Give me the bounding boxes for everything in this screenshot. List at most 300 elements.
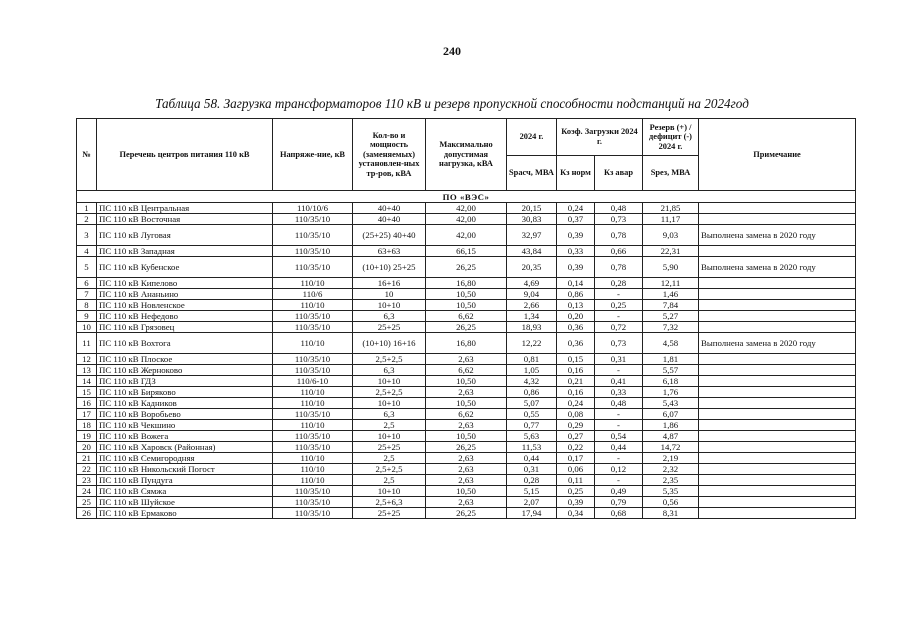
- table-row: [77, 398, 856, 409]
- table-row: [77, 311, 856, 322]
- transformers-cell: 6,3: [353, 365, 426, 376]
- center-name: ПС 110 кВ Центральная: [97, 203, 273, 214]
- transformers-cell: 2,5+6,3: [353, 497, 426, 508]
- voltage-cell: 110/35/10: [273, 257, 353, 278]
- transformers-cell: 25+25: [353, 508, 426, 519]
- transformers-cell: 2,5: [353, 420, 426, 431]
- row-number: 15: [77, 387, 97, 398]
- s-calc-cell: 2,66: [507, 300, 557, 311]
- row-number: 16: [77, 398, 97, 409]
- table-row: [77, 225, 856, 246]
- s-rez-cell: 2,32: [643, 464, 699, 475]
- kz-avar-cell: 0,78: [595, 257, 643, 278]
- row-number: 2: [77, 214, 97, 225]
- center-name: ПС 110 кВ Новленское: [97, 300, 273, 311]
- s-calc-cell: 4,69: [507, 278, 557, 289]
- center-name: ПС 110 кВ Никольский Погост: [97, 464, 273, 475]
- note-cell: [699, 214, 856, 225]
- max-load-cell: 26,25: [426, 442, 507, 453]
- transformers-cell: 10+10: [353, 486, 426, 497]
- header-max-load: Максимально допустимая нагрузка, кВА: [426, 119, 507, 191]
- center-name: ПС 110 кВ Кубенское: [97, 257, 273, 278]
- voltage-cell: 110/6: [273, 289, 353, 300]
- kz-norm-cell: 0,37: [557, 214, 595, 225]
- row-number: 19: [77, 431, 97, 442]
- row-number: 4: [77, 246, 97, 257]
- transformers-cell: 2,5+2,5: [353, 354, 426, 365]
- table-row: [77, 431, 856, 442]
- note-cell: [699, 431, 856, 442]
- table-row: [77, 300, 856, 311]
- transformers-cell: 10+10: [353, 398, 426, 409]
- voltage-cell: 110/10: [273, 475, 353, 486]
- kz-norm-cell: 0,24: [557, 203, 595, 214]
- voltage-cell: 110/35/10: [273, 486, 353, 497]
- transformers-cell: 2,5: [353, 453, 426, 464]
- center-name: ПС 110 кВ Шуйское: [97, 497, 273, 508]
- max-load-cell: 26,25: [426, 257, 507, 278]
- s-rez-cell: 6,07: [643, 409, 699, 420]
- max-load-cell: 42,00: [426, 203, 507, 214]
- transformers-cell: 16+16: [353, 278, 426, 289]
- kz-norm-cell: 0,39: [557, 257, 595, 278]
- s-rez-cell: 5,90: [643, 257, 699, 278]
- max-load-cell: 10,50: [426, 300, 507, 311]
- kz-avar-cell: 0,79: [595, 497, 643, 508]
- center-name: ПС 110 кВ ГДЗ: [97, 376, 273, 387]
- transformers-cell: 2,5+2,5: [353, 464, 426, 475]
- s-calc-cell: 30,83: [507, 214, 557, 225]
- voltage-cell: 110/10: [273, 387, 353, 398]
- s-rez-cell: 7,32: [643, 322, 699, 333]
- s-rez-cell: 5,27: [643, 311, 699, 322]
- kz-avar-cell: 0,33: [595, 387, 643, 398]
- voltage-cell: 110/35/10: [273, 409, 353, 420]
- header-s-rez: Sрез, МВА: [643, 156, 699, 191]
- voltage-cell: 110/10: [273, 333, 353, 354]
- max-load-cell: 10,50: [426, 376, 507, 387]
- kz-avar-cell: 0,73: [595, 333, 643, 354]
- note-cell: [699, 453, 856, 464]
- kz-norm-cell: 0,36: [557, 322, 595, 333]
- max-load-cell: 2,63: [426, 453, 507, 464]
- center-name: ПС 110 кВ Кадников: [97, 398, 273, 409]
- max-load-cell: 26,25: [426, 322, 507, 333]
- note-cell: Выполнена замена в 2020 году: [699, 333, 856, 354]
- kz-avar-cell: -: [595, 475, 643, 486]
- kz-norm-cell: 0,39: [557, 497, 595, 508]
- s-rez-cell: 1,46: [643, 289, 699, 300]
- note-cell: [699, 300, 856, 311]
- voltage-cell: 110/10: [273, 420, 353, 431]
- table-row: [77, 442, 856, 453]
- table-title: Таблица 58. Загрузка трансформаторов 110 кВ и резерв пропускной способности подстанций на 2024год: [155, 96, 749, 111]
- center-name: ПС 110 кВ Пундуга: [97, 475, 273, 486]
- table-row: [77, 289, 856, 300]
- row-number: 7: [77, 289, 97, 300]
- center-name: ПС 110 кВ Вохтога: [97, 333, 273, 354]
- transformers-cell: 6,3: [353, 409, 426, 420]
- row-number: 23: [77, 475, 97, 486]
- row-number: 18: [77, 420, 97, 431]
- table-row: [77, 333, 856, 354]
- s-calc-cell: 43,84: [507, 246, 557, 257]
- s-rez-cell: 5,35: [643, 486, 699, 497]
- kz-norm-cell: 0,15: [557, 354, 595, 365]
- row-number: 17: [77, 409, 97, 420]
- kz-norm-cell: 0,21: [557, 376, 595, 387]
- kz-avar-cell: 0,12: [595, 464, 643, 475]
- kz-avar-cell: 0,44: [595, 442, 643, 453]
- note-cell: [699, 420, 856, 431]
- table-row: [77, 203, 856, 214]
- kz-avar-cell: 0,72: [595, 322, 643, 333]
- max-load-cell: 2,63: [426, 387, 507, 398]
- header-voltage: Напряже-ние, кВ: [273, 119, 353, 191]
- row-number: 20: [77, 442, 97, 453]
- note-cell: [699, 486, 856, 497]
- s-rez-cell: 11,17: [643, 214, 699, 225]
- s-rez-cell: 4,87: [643, 431, 699, 442]
- transformers-cell: (25+25) 40+40: [353, 225, 426, 246]
- voltage-cell: 110/10: [273, 278, 353, 289]
- table-row: [77, 497, 856, 508]
- header-load-coef: Коэф. Загрузки 2024 г.: [557, 119, 643, 156]
- transformers-cell: 10: [353, 289, 426, 300]
- max-load-cell: 10,50: [426, 398, 507, 409]
- kz-avar-cell: 0,25: [595, 300, 643, 311]
- kz-avar-cell: -: [595, 311, 643, 322]
- max-load-cell: 6,62: [426, 365, 507, 376]
- s-rez-cell: 2,35: [643, 475, 699, 486]
- transformers-cell: 2,5: [353, 475, 426, 486]
- table-row: [77, 257, 856, 278]
- kz-avar-cell: 0,68: [595, 508, 643, 519]
- transformers-cell: 25+25: [353, 442, 426, 453]
- s-calc-cell: 5,63: [507, 431, 557, 442]
- center-name: ПС 110 кВ Чекшино: [97, 420, 273, 431]
- s-rez-cell: 0,56: [643, 497, 699, 508]
- s-rez-cell: 5,57: [643, 365, 699, 376]
- voltage-cell: 110/6-10: [273, 376, 353, 387]
- transformers-cell: (10+10) 16+16: [353, 333, 426, 354]
- row-number: 21: [77, 453, 97, 464]
- s-calc-cell: 1,05: [507, 365, 557, 376]
- s-rez-cell: 12,11: [643, 278, 699, 289]
- kz-norm-cell: 0,06: [557, 464, 595, 475]
- center-name: ПС 110 кВ Харовск (Районная): [97, 442, 273, 453]
- kz-avar-cell: 0,49: [595, 486, 643, 497]
- table-row: [77, 365, 856, 376]
- row-number: 25: [77, 497, 97, 508]
- s-calc-cell: 0,86: [507, 387, 557, 398]
- note-cell: [699, 442, 856, 453]
- note-cell: [699, 289, 856, 300]
- table-row: [77, 322, 856, 333]
- s-calc-cell: 0,55: [507, 409, 557, 420]
- s-rez-cell: 2,19: [643, 453, 699, 464]
- center-name: ПС 110 кВ Ермаково: [97, 508, 273, 519]
- voltage-cell: 110/10/6: [273, 203, 353, 214]
- header-note: Примечание: [699, 119, 856, 191]
- voltage-cell: 110/10: [273, 398, 353, 409]
- s-rez-cell: 9,03: [643, 225, 699, 246]
- voltage-cell: 110/35/10: [273, 442, 353, 453]
- center-name: ПС 110 кВ Нефедово: [97, 311, 273, 322]
- header-number: №: [77, 119, 97, 191]
- voltage-cell: 110/35/10: [273, 431, 353, 442]
- table-row: [77, 508, 856, 519]
- note-cell: [699, 398, 856, 409]
- section-title: ПО «ВЭС»: [77, 191, 856, 203]
- s-calc-cell: 9,04: [507, 289, 557, 300]
- s-calc-cell: 18,93: [507, 322, 557, 333]
- s-rez-cell: 6,18: [643, 376, 699, 387]
- table-row: [77, 464, 856, 475]
- table-row: [77, 214, 856, 225]
- note-cell: [699, 376, 856, 387]
- voltage-cell: 110/35/10: [273, 246, 353, 257]
- voltage-cell: 110/35/10: [273, 365, 353, 376]
- s-calc-cell: 4,32: [507, 376, 557, 387]
- note-cell: [699, 311, 856, 322]
- center-name: ПС 110 кВ Жерноково: [97, 365, 273, 376]
- transformers-cell: 63+63: [353, 246, 426, 257]
- transformers-cell: 6,3: [353, 311, 426, 322]
- s-calc-cell: 2,07: [507, 497, 557, 508]
- row-number: 1: [77, 203, 97, 214]
- s-calc-cell: 17,94: [507, 508, 557, 519]
- s-rez-cell: 21,85: [643, 203, 699, 214]
- transformers-cell: 40+40: [353, 214, 426, 225]
- substation-load-table: [76, 118, 856, 519]
- header-reserve: Резерв (+) / дефицит (-) 2024 г.: [643, 119, 699, 156]
- s-rez-cell: 8,31: [643, 508, 699, 519]
- row-number: 22: [77, 464, 97, 475]
- center-name: ПС 110 кВ Ананьино: [97, 289, 273, 300]
- header-s-calc: Sрасч, МВА: [507, 156, 557, 191]
- transformers-cell: (10+10) 25+25: [353, 257, 426, 278]
- note-cell: [699, 365, 856, 376]
- kz-avar-cell: 0,48: [595, 398, 643, 409]
- kz-avar-cell: 0,73: [595, 214, 643, 225]
- s-calc-cell: 20,35: [507, 257, 557, 278]
- max-load-cell: 26,25: [426, 508, 507, 519]
- row-number: 3: [77, 225, 97, 246]
- note-cell: [699, 322, 856, 333]
- center-name: ПС 110 кВ Грязовец: [97, 322, 273, 333]
- kz-avar-cell: -: [595, 420, 643, 431]
- s-calc-cell: 5,15: [507, 486, 557, 497]
- note-cell: Выполнена замена в 2020 году: [699, 257, 856, 278]
- voltage-cell: 110/35/10: [273, 322, 353, 333]
- max-load-cell: 2,63: [426, 420, 507, 431]
- s-rez-cell: 5,43: [643, 398, 699, 409]
- s-calc-cell: 0,44: [507, 453, 557, 464]
- kz-norm-cell: 0,13: [557, 300, 595, 311]
- kz-norm-cell: 0,33: [557, 246, 595, 257]
- kz-norm-cell: 0,22: [557, 442, 595, 453]
- kz-avar-cell: 0,41: [595, 376, 643, 387]
- s-rez-cell: 1,76: [643, 387, 699, 398]
- table-row: [77, 278, 856, 289]
- s-rez-cell: 14,72: [643, 442, 699, 453]
- transformers-cell: 2,5+2,5: [353, 387, 426, 398]
- kz-avar-cell: -: [595, 289, 643, 300]
- note-cell: [699, 246, 856, 257]
- s-calc-cell: 0,81: [507, 354, 557, 365]
- note-cell: [699, 497, 856, 508]
- center-name: ПС 110 кВ Воробьево: [97, 409, 273, 420]
- kz-avar-cell: 0,31: [595, 354, 643, 365]
- table-row: [77, 246, 856, 257]
- kz-norm-cell: 0,24: [557, 398, 595, 409]
- note-cell: [699, 464, 856, 475]
- kz-norm-cell: 0,25: [557, 486, 595, 497]
- kz-norm-cell: 0,29: [557, 420, 595, 431]
- center-name: ПС 110 кВ Вожега: [97, 431, 273, 442]
- s-calc-cell: 32,97: [507, 225, 557, 246]
- table-row: [77, 354, 856, 365]
- table-row: [77, 453, 856, 464]
- voltage-cell: 110/10: [273, 300, 353, 311]
- kz-norm-cell: 0,16: [557, 387, 595, 398]
- s-rez-cell: 22,31: [643, 246, 699, 257]
- header-transformers: Кол-во и мощность (заменяемых) установлен-ных тр-ров, кВА: [353, 119, 426, 191]
- voltage-cell: 110/35/10: [273, 311, 353, 322]
- row-number: 14: [77, 376, 97, 387]
- max-load-cell: 2,63: [426, 354, 507, 365]
- kz-norm-cell: 0,39: [557, 225, 595, 246]
- row-number: 11: [77, 333, 97, 354]
- kz-norm-cell: 0,20: [557, 311, 595, 322]
- center-name: ПС 110 кВ Биряково: [97, 387, 273, 398]
- note-cell: [699, 278, 856, 289]
- voltage-cell: 110/35/10: [273, 508, 353, 519]
- row-number: 6: [77, 278, 97, 289]
- kz-norm-cell: 0,16: [557, 365, 595, 376]
- note-cell: [699, 203, 856, 214]
- s-rez-cell: 1,86: [643, 420, 699, 431]
- s-rez-cell: 4,58: [643, 333, 699, 354]
- max-load-cell: 6,62: [426, 311, 507, 322]
- s-calc-cell: 12,22: [507, 333, 557, 354]
- row-number: 9: [77, 311, 97, 322]
- kz-avar-cell: -: [595, 453, 643, 464]
- note-cell: [699, 409, 856, 420]
- kz-avar-cell: 0,54: [595, 431, 643, 442]
- note-cell: [699, 508, 856, 519]
- max-load-cell: 42,00: [426, 214, 507, 225]
- s-calc-cell: 1,34: [507, 311, 557, 322]
- note-cell: Выполнена замена в 2020 году: [699, 225, 856, 246]
- note-cell: [699, 387, 856, 398]
- kz-norm-cell: 0,36: [557, 333, 595, 354]
- center-name: ПС 110 кВ Сямжа: [97, 486, 273, 497]
- row-number: 10: [77, 322, 97, 333]
- center-name: ПС 110 кВ Плоское: [97, 354, 273, 365]
- s-calc-cell: 20,15: [507, 203, 557, 214]
- table-row: [77, 376, 856, 387]
- note-cell: [699, 354, 856, 365]
- max-load-cell: 16,80: [426, 278, 507, 289]
- kz-avar-cell: -: [595, 409, 643, 420]
- max-load-cell: 2,63: [426, 464, 507, 475]
- note-cell: [699, 475, 856, 486]
- center-name: ПС 110 кВ Восточная: [97, 214, 273, 225]
- table-row: [77, 475, 856, 486]
- row-number: 12: [77, 354, 97, 365]
- page-number: 240: [443, 44, 461, 58]
- transformers-cell: 10+10: [353, 300, 426, 311]
- voltage-cell: 110/35/10: [273, 225, 353, 246]
- center-name: ПС 110 кВ Луговая: [97, 225, 273, 246]
- center-name: ПС 110 кВ Западная: [97, 246, 273, 257]
- transformers-cell: 40+40: [353, 203, 426, 214]
- kz-norm-cell: 0,17: [557, 453, 595, 464]
- max-load-cell: 10,50: [426, 431, 507, 442]
- voltage-cell: 110/35/10: [273, 354, 353, 365]
- center-name: ПС 110 кВ Семигородняя: [97, 453, 273, 464]
- max-load-cell: 2,63: [426, 497, 507, 508]
- header-kz-avar: Кз авар: [595, 156, 643, 191]
- s-calc-cell: 0,31: [507, 464, 557, 475]
- voltage-cell: 110/10: [273, 453, 353, 464]
- header-year-2024: 2024 г.: [507, 119, 557, 156]
- kz-avar-cell: -: [595, 365, 643, 376]
- voltage-cell: 110/10: [273, 464, 353, 475]
- s-calc-cell: 0,77: [507, 420, 557, 431]
- s-calc-cell: 11,53: [507, 442, 557, 453]
- table-row: [77, 420, 856, 431]
- max-load-cell: 2,63: [426, 475, 507, 486]
- max-load-cell: 10,50: [426, 289, 507, 300]
- kz-norm-cell: 0,14: [557, 278, 595, 289]
- header-center: Перечень центров питания 110 кВ: [97, 119, 273, 191]
- s-rez-cell: 1,81: [643, 354, 699, 365]
- kz-norm-cell: 0,11: [557, 475, 595, 486]
- header-kz-norm: Кз норм: [557, 156, 595, 191]
- table-row: [77, 387, 856, 398]
- kz-avar-cell: 0,78: [595, 225, 643, 246]
- max-load-cell: 66,15: [426, 246, 507, 257]
- s-calc-cell: 0,28: [507, 475, 557, 486]
- max-load-cell: 10,50: [426, 486, 507, 497]
- kz-avar-cell: 0,48: [595, 203, 643, 214]
- row-number: 8: [77, 300, 97, 311]
- row-number: 13: [77, 365, 97, 376]
- max-load-cell: 16,80: [426, 333, 507, 354]
- kz-norm-cell: 0,08: [557, 409, 595, 420]
- kz-norm-cell: 0,27: [557, 431, 595, 442]
- kz-norm-cell: 0,34: [557, 508, 595, 519]
- kz-avar-cell: 0,66: [595, 246, 643, 257]
- max-load-cell: 42,00: [426, 225, 507, 246]
- center-name: ПС 110 кВ Кипелово: [97, 278, 273, 289]
- voltage-cell: 110/35/10: [273, 214, 353, 225]
- s-calc-cell: 5,07: [507, 398, 557, 409]
- transformers-cell: 10+10: [353, 431, 426, 442]
- kz-norm-cell: 0,86: [557, 289, 595, 300]
- kz-avar-cell: 0,28: [595, 278, 643, 289]
- table-row: [77, 486, 856, 497]
- transformers-cell: 25+25: [353, 322, 426, 333]
- transformers-cell: 10+10: [353, 376, 426, 387]
- row-number: 24: [77, 486, 97, 497]
- voltage-cell: 110/35/10: [273, 497, 353, 508]
- max-load-cell: 6,62: [426, 409, 507, 420]
- row-number: 5: [77, 257, 97, 278]
